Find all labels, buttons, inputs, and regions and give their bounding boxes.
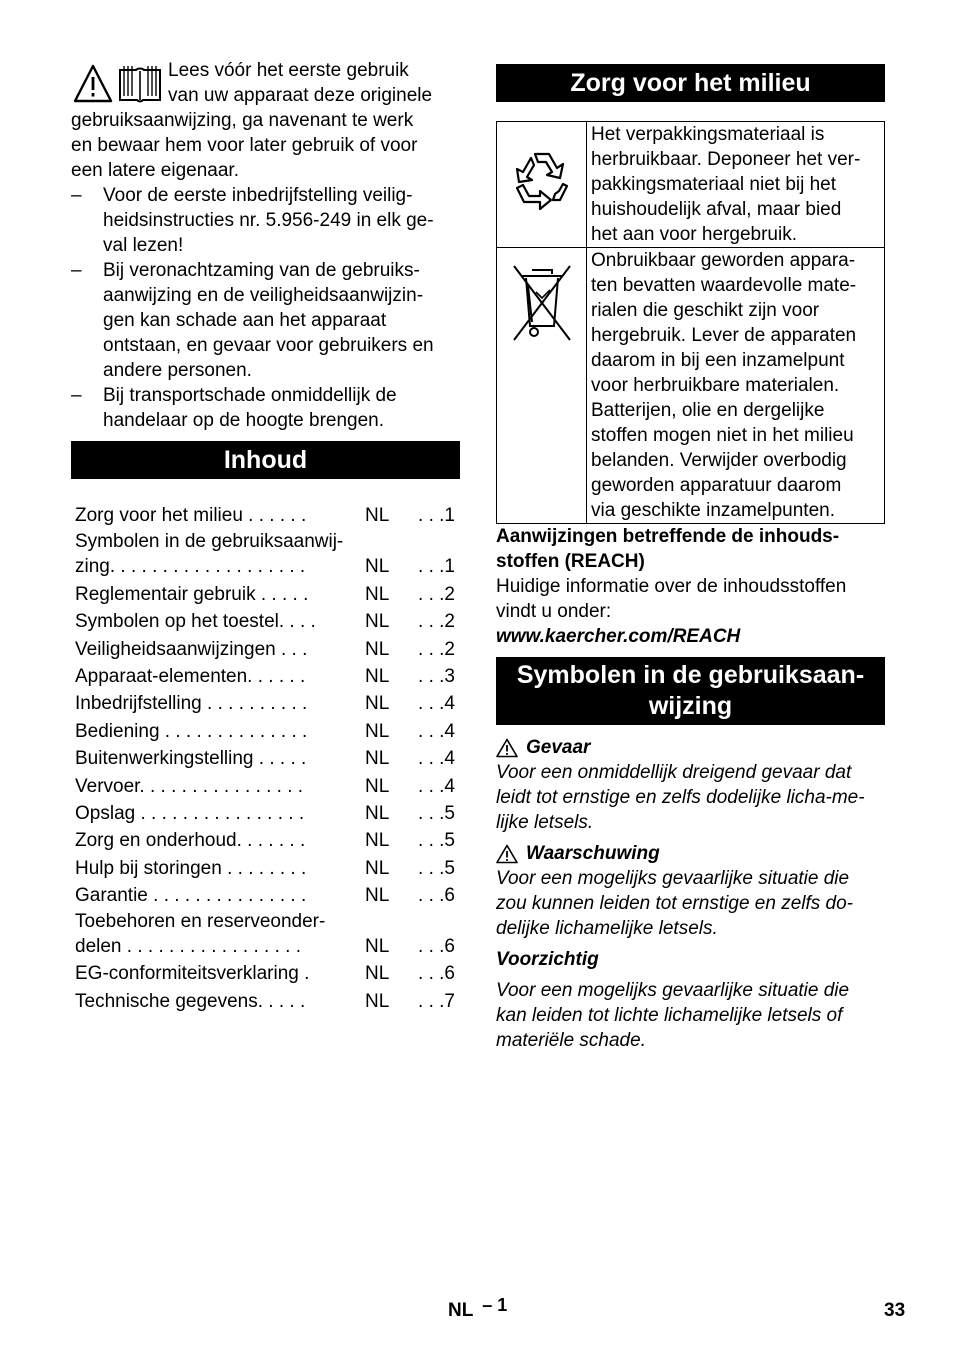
intro-block: [71, 58, 460, 183]
caution-label: Voorzichtig: [496, 949, 599, 970]
reach-text: Huidige informatie over de inhoudsstoffen vindt u onder:: [496, 576, 847, 622]
intro-text-line: Lees vóór het eerste gebruik: [168, 60, 409, 81]
toc-page: . . .2: [418, 611, 455, 633]
toc-title: Technische gegevens. . . . .: [75, 990, 306, 1012]
toc-page: . . .4: [418, 693, 455, 715]
danger-label: Gevaar: [526, 737, 591, 758]
toc-language: NL: [365, 990, 390, 1012]
toc-title: Veiligheidsaanwijzingen . . .: [75, 638, 308, 660]
danger-heading: [496, 735, 885, 760]
table-row[interactable]: [75, 501, 460, 528]
intro-text-line: van uw apparaat deze originele: [168, 85, 433, 106]
crossed-out-bin-icon: [510, 262, 574, 344]
toc-language: NL: [365, 505, 390, 527]
table-row[interactable]: [75, 634, 460, 661]
table-row[interactable]: [75, 607, 460, 634]
warning-label: Waarschuwing: [526, 843, 660, 864]
toc-title: Zorg voor het milieu . . . . . .: [75, 505, 307, 527]
table-row[interactable]: [75, 881, 460, 908]
environment-table: [496, 121, 885, 524]
table-row[interactable]: [75, 579, 460, 606]
intro-text-line: gebruiksaanwijzing, ga navenant te werk: [71, 110, 414, 131]
table-row[interactable]: [75, 908, 460, 959]
toc-language: NL: [365, 830, 390, 852]
table-row[interactable]: [75, 853, 460, 880]
list-item: – Bij veronachtzaming van de gebruiks- aanwijzing en de veiligheidsaanwijzin- gen kan schade aan het apparaat ontstaan, en gevaar voor gebruikers en andere personen.: [71, 258, 460, 383]
toc-language: NL: [365, 857, 390, 879]
table-row[interactable]: [75, 959, 460, 986]
toc-page: . . .5: [418, 830, 455, 852]
symbols-heading: Symbolen in de gebruiksaan- wijzing: [496, 657, 885, 725]
toc-page: . . .5: [418, 857, 455, 879]
toc-language: NL: [365, 936, 390, 958]
recycle-icon-cell: [497, 122, 587, 248]
recycle-icon: [505, 144, 579, 218]
toc-page: . . .6: [418, 885, 455, 907]
toc-language: NL: [365, 775, 390, 797]
toc-title: Garantie . . . . . . . . . . . . . . .: [75, 885, 307, 907]
table-row: [497, 248, 885, 524]
table-row[interactable]: [75, 744, 460, 771]
toc-title: Buitenwerkingstelling . . . . .: [75, 748, 307, 770]
toc-language: NL: [365, 963, 390, 985]
page-number: 33: [884, 1300, 906, 1321]
toc-language: NL: [365, 885, 390, 907]
toc-language: NL: [365, 720, 390, 742]
toc-title: Vervoer. . . . . . . . . . . . . . . .: [75, 775, 304, 797]
warning-triangle-icon: [496, 844, 518, 864]
toc-title: Reglementair gebruik . . . . .: [75, 583, 309, 605]
reach-heading: Aanwijzingen betreffende de inhouds- stoffen (REACH): [496, 526, 840, 572]
list-item: – Voor de eerste inbedrijfstelling veilig- heidsinstructies nr. 5.956-249 in elk ge- val lezen!: [71, 183, 460, 258]
toc-language: NL: [365, 693, 390, 715]
toc-title: EG-conformiteitsverklaring .: [75, 963, 310, 985]
environment-heading: Zorg voor het milieu: [496, 64, 885, 102]
toc-page: . . .2: [418, 638, 455, 660]
table-row[interactable]: [75, 771, 460, 798]
intro-text-line: en bewaar hem voor later gebruik of voor: [71, 135, 418, 156]
table-row[interactable]: [75, 799, 460, 826]
warning-text: Voor een mogelijks gevaarlijke situatie die zou kunnen leiden tot ernstige en zelfs do- delijke lichamelijke letsels.: [496, 868, 854, 939]
toc-language: NL: [365, 638, 390, 660]
toc-title: Inbedrijfstelling . . . . . . . . . .: [75, 693, 308, 715]
toc-title: Toebehoren en reserveonder- delen . . . . . . . . . . . . . . . . .: [75, 911, 326, 958]
footer-language: NL – 1: [448, 1295, 508, 1321]
toc-language: NL: [365, 665, 390, 687]
intro-text-line: een latere eigenaar.: [71, 160, 239, 181]
warning-and-manual-icon: [73, 64, 161, 104]
right-column: [496, 64, 885, 1053]
reach-link[interactable]: www.kaercher.com/REACH: [496, 626, 741, 647]
table-of-contents: [71, 501, 460, 1014]
table-row[interactable]: [75, 662, 460, 689]
footer-dash-number: – 1: [482, 1295, 508, 1315]
weee-text-cell: Onbruikbaar geworden appara- ten bevatten waardevolle mate- rialen die geschikt zijn voor hergebruik. Lever de apparaten daarom in bij een inzamelpunt voor herbruikbare materialen. Batterijen, olie en dergelijke stoffen mogen niet in het milieu belanden. Verwijder overbodig geworden apparatuur daarom via geschikte inzamelpunten.: [587, 248, 885, 524]
caution-text: Voor een mogelijks gevaarlijke situatie die kan leiden tot lichte lichamelijke letsels of materiële schade.: [496, 980, 850, 1051]
toc-language: NL: [365, 583, 390, 605]
danger-text: Voor een onmiddellijk dreigend gevaar dat leidt tot ernstige en zelfs dodelijke licha-me- lijke letsels.: [496, 762, 865, 833]
toc-title: Symbolen in de gebruiksaanwij- zing. . . . . . . . . . . . . . . . . . .: [75, 531, 344, 578]
toc-page: . . .1: [418, 505, 455, 527]
toc-page: . . .3: [418, 665, 455, 687]
toc-page: . . .5: [418, 802, 455, 824]
toc-title: Opslag . . . . . . . . . . . . . . . .: [75, 802, 305, 824]
toc-title: Bediening . . . . . . . . . . . . . .: [75, 720, 308, 742]
toc-heading: Inhoud: [71, 441, 460, 479]
toc-language: NL: [365, 556, 390, 578]
toc-page: . . .4: [418, 720, 455, 742]
toc-page: . . .6: [418, 963, 455, 985]
list-item: – Bij transportschade onmiddellijk de handelaar op de hoogte brengen.: [71, 383, 460, 433]
table-row[interactable]: [75, 528, 460, 579]
table-row[interactable]: [75, 826, 460, 853]
warning-heading: [496, 841, 885, 866]
recycle-text-cell: Het verpakkingsmateriaal is herbruikbaar. Deponeer het ver- pakkingsmateriaal niet bij het huishoudelijk afval, maar bied het aan voor hergebruik.: [587, 122, 885, 248]
toc-page: . . .2: [418, 583, 455, 605]
toc-page: . . .1: [418, 556, 455, 578]
table-row[interactable]: [75, 986, 460, 1013]
toc-language: NL: [365, 748, 390, 770]
toc-language: NL: [365, 611, 390, 633]
weee-icon-cell: [497, 248, 587, 524]
table-row[interactable]: [75, 716, 460, 743]
toc-title: Apparaat-elementen. . . . . .: [75, 665, 306, 687]
toc-language: NL: [365, 802, 390, 824]
toc-page: . . .7: [418, 990, 455, 1012]
warning-triangle-icon: [496, 738, 518, 758]
table-row: [497, 122, 885, 248]
toc-title: Symbolen op het toestel. . . .: [75, 611, 316, 633]
toc-page: . . .4: [418, 748, 455, 770]
toc-page: . . .4: [418, 775, 455, 797]
intro-bullet-list: [71, 183, 460, 433]
toc-page: . . .6: [418, 936, 455, 958]
left-column: [71, 58, 460, 1014]
table-row[interactable]: [75, 689, 460, 716]
toc-title: Zorg en onderhoud. . . . . . .: [75, 830, 306, 852]
toc-title: Hulp bij storingen . . . . . . . .: [75, 857, 307, 879]
